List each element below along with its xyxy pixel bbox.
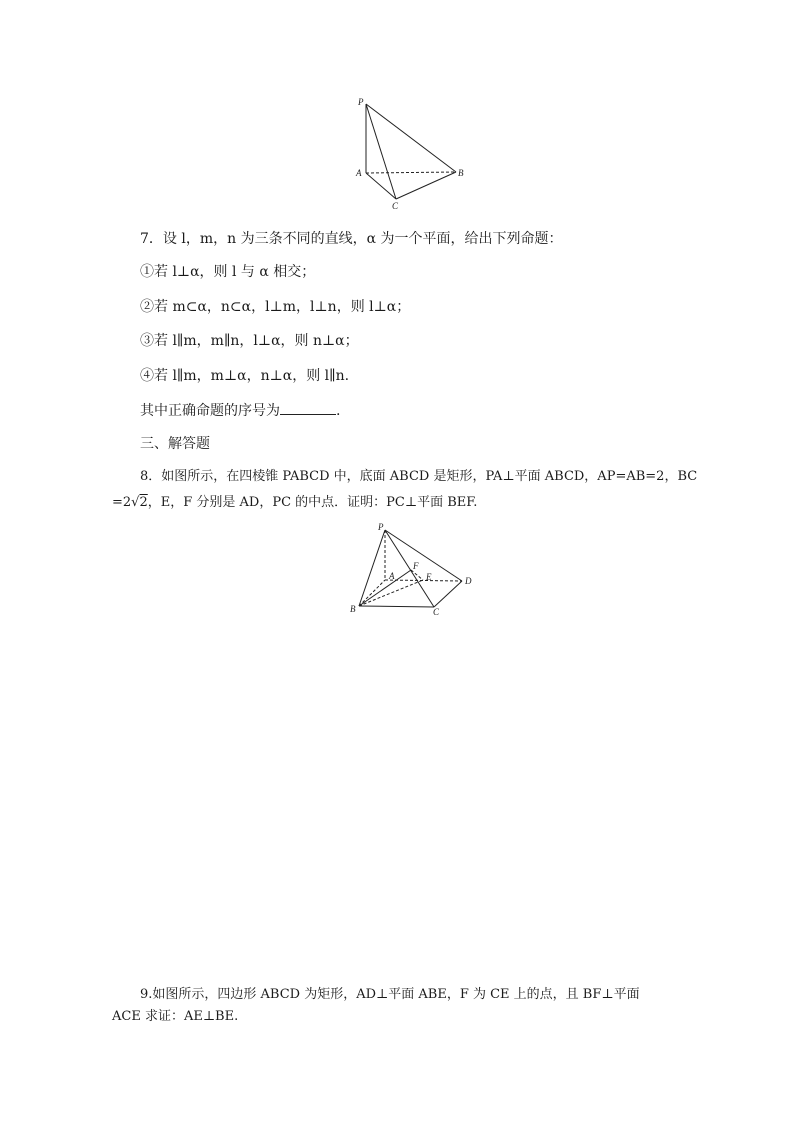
label-p: P bbox=[378, 522, 384, 532]
q8-line-1: 8．如图所示，在四棱锥 PABCD 中，底面 ABCD 是矩形，PA⊥平面 ABCD，AP=AB=2，BC bbox=[140, 469, 698, 484]
q7-ask-text: 其中正确命题的序号为 bbox=[140, 403, 280, 419]
label-e: E bbox=[426, 572, 432, 582]
q7-stem: 7．设 l，m，n 为三条不同的直线，α 为一个平面，给出下列命题： bbox=[140, 231, 563, 247]
q7-item-3: ③若 l∥m，m∥n，l⊥α，则 n⊥α； bbox=[140, 333, 359, 349]
q7-item-1: ①若 l⊥α，则 l 与 α 相交； bbox=[140, 264, 316, 280]
edge-pd bbox=[385, 530, 462, 581]
sqrt-radicand: 2 bbox=[139, 495, 148, 510]
label-f: F bbox=[413, 561, 419, 571]
edge-pc bbox=[385, 530, 434, 607]
edge-ab-hidden bbox=[359, 580, 385, 606]
q7-item-2: ②若 m⊂α，n⊂α，l⊥m，l⊥n，则 l⊥α； bbox=[140, 299, 411, 315]
label-b: B bbox=[350, 604, 356, 614]
q8-line-2-pre: =2 bbox=[112, 495, 132, 510]
edge-cd bbox=[434, 581, 462, 607]
edge-ab-hidden bbox=[366, 172, 456, 173]
segment-fe-hidden bbox=[411, 570, 423, 580]
q8-line-2-post: ，E，F 分别是 AD，PC 的中点．证明：PC⊥平面 BEF. bbox=[147, 495, 478, 510]
q9-line-1: 9.如图所示，四边形 ABCD 为矩形，AD⊥平面 ABE，F 为 CE 上的点，且 BF⊥平面 bbox=[140, 987, 640, 1002]
pyramid-figure bbox=[345, 520, 485, 620]
answer-blank[interactable] bbox=[280, 400, 336, 415]
tetrahedron-figure bbox=[350, 95, 470, 213]
edge-bc bbox=[359, 606, 434, 607]
edge-pb bbox=[359, 530, 385, 606]
q8-line-2 bbox=[112, 493, 477, 513]
edge-pc bbox=[366, 104, 396, 199]
label-d: D bbox=[465, 576, 472, 586]
sqrt-sign: √ bbox=[131, 495, 140, 510]
section-title: 三、解答题 bbox=[140, 436, 210, 452]
label-a: A bbox=[389, 571, 395, 581]
q7-ask-end: . bbox=[336, 403, 341, 419]
label-p: P bbox=[358, 97, 364, 107]
q7-ask bbox=[140, 400, 340, 421]
label-c: C bbox=[392, 201, 399, 211]
edge-ad-hidden bbox=[385, 580, 462, 581]
label-a: A bbox=[356, 168, 362, 178]
edge-pb bbox=[366, 104, 456, 172]
q7-item-4: ④若 l∥m，m⊥α，n⊥α，则 l∥n. bbox=[140, 368, 350, 384]
edge-cb bbox=[396, 172, 456, 199]
label-c: C bbox=[433, 607, 440, 617]
label-b: B bbox=[458, 168, 464, 178]
q9-line-2: ACE 求证：AE⊥BE. bbox=[112, 1009, 239, 1024]
